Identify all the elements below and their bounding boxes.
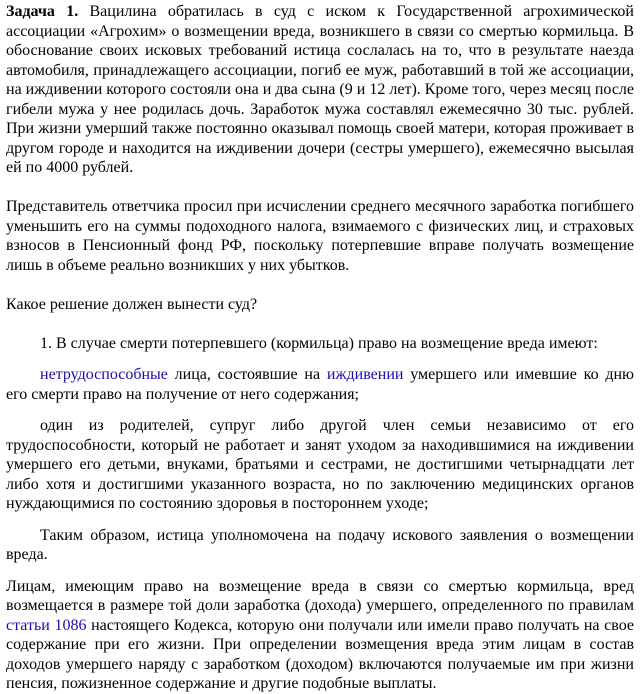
answer-p5-start: Лицам, имеющим право на возмещение вреда в связи со смертью кормильца, вред возмещается в размере той доли заработка (дохода) умершего, определенного по правилам [6,577,634,614]
link-article-1086[interactable]: статьи 1086 [6,616,87,634]
answer-p2-end: умершего или имевшие ко дню его смерти право на получение от него содержания; [6,366,635,403]
task-text: Вацилина обратилась в суд с иском к Государственной агрохимической ассоциации «Агрохим» о возмещении вреда, возникшего в связи со смертью кормильца. В обоснование своих исковых требований истица сослалась на то, что в результате наезда автомобиля, принадлежащего ассоциации, погиб ее муж, работавший в той же ассоциации, на иждивении которого состояли она и два сына (9 и 12 лет). Кроме того, через месяц после гибели мужа у нее родилась дочь. Заработок мужа составлял ежемесячно 30 тыс. рублей. При жизни умерший также постоянно оказывал помощь своей матери, которая проживает в другом городе и находится на иждивении дочери (сестры умершего), ежемесячно высылая ей по 4000 рублей. [6,3,634,176]
answer-paragraph-4: Таким образом, истица уполномочена на подачу искового заявления о возмещении вреда. [6,526,634,563]
question-text: Какое решение должен вынести суд? [6,295,258,313]
defendant-paragraph: Представитель ответчика просил при исчислении среднего месячного заработка погибшего уменьшить его на суммы подоходного налога, взимаемого с физических лиц, и страховых взносов в Пенсионный фонд РФ, поскольку потерпевшие вправе получать возмещение лишь в объеме реально возникших у них убытков. [6,198,634,274]
answer-p5-end: настоящего Кодекса, которую они получали или имели право получать на свое содержание при его жизни. При определении возмещения вреда этим лицам в состав доходов умершего наряду с заработком (доходом) включаются получаемые им при жизни пенсия, пожизненное содержание и другие подобные выплаты. [6,616,635,692]
answer-paragraph-3: один из родителей, супруг либо другой член семьи независимо от его трудоспособности, который не работает и занят уходом за находившимися на иждивении умершего его детьми, внуками, братьями и сестрами, не достигшими четырнадцати лет либо хотя и достигшими указанного возраста, но по заключению медицинских органов нуждающимися по состоянию здоровья в постороннем уходе; [6,417,634,512]
task-label: Задача 1. [6,3,79,20]
answer-paragraph-2 [6,365,634,404]
link-disabled-persons[interactable]: нетрудоспособные [40,366,168,383]
answer-paragraph-5 [6,577,634,694]
answer-p2-mid: лица, состоявшие на [167,366,327,383]
link-dependency[interactable]: иждивении [326,366,404,383]
task-paragraph [6,2,634,178]
answer-item-1: 1. В случае смерти потерпевшего (кормильца) право на возмещение вреда имеют: [40,334,598,352]
